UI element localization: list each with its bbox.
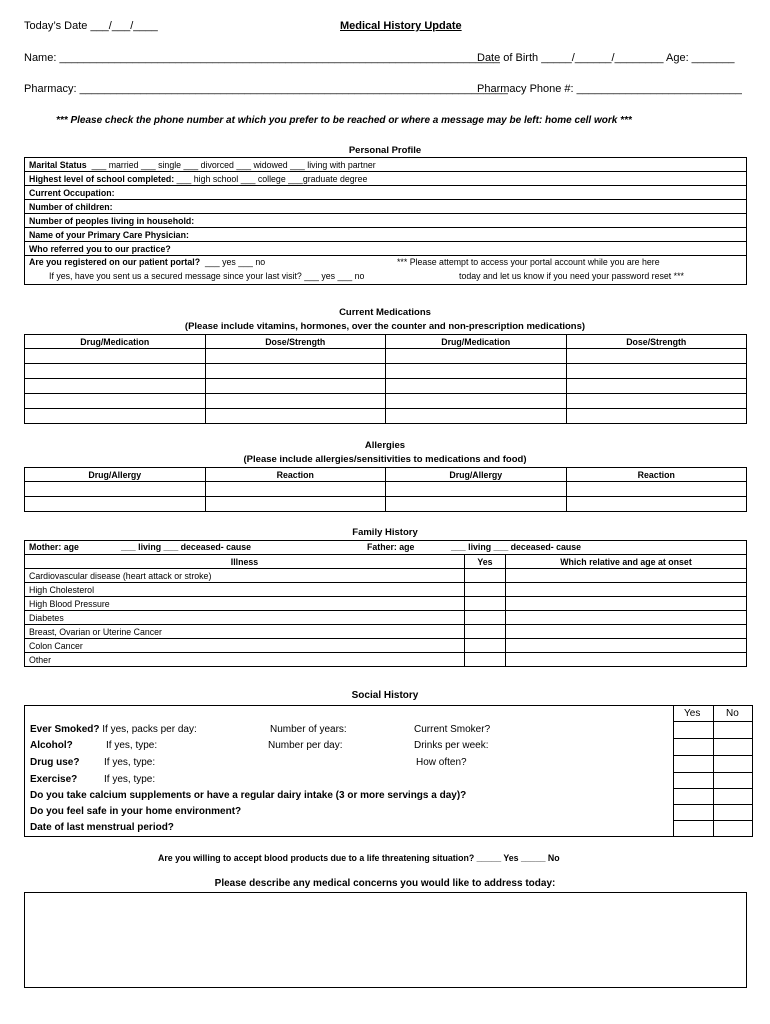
medications-table bbox=[24, 334, 747, 424]
table-row bbox=[25, 625, 747, 639]
allergies-table bbox=[24, 467, 747, 512]
social-history-title: Social History bbox=[351, 690, 419, 701]
table-row bbox=[25, 569, 747, 583]
personal-profile-title: Personal Profile bbox=[348, 145, 422, 156]
table-row bbox=[25, 583, 747, 597]
table-cell[interactable] bbox=[25, 497, 206, 512]
table-cell[interactable] bbox=[566, 409, 747, 424]
yes-cell[interactable] bbox=[465, 653, 506, 667]
illness-name: Cardiovascular disease (heart attack or stroke) bbox=[25, 569, 465, 583]
alcohol-label: Alcohol? bbox=[30, 740, 73, 751]
blood-products-question[interactable]: Are you willing to accept blood products due to a life threatening situation? _____ Yes _____ No bbox=[158, 853, 560, 863]
yes-cell[interactable] bbox=[465, 639, 506, 653]
years-field[interactable]: Number of years: bbox=[270, 724, 347, 735]
table-row bbox=[25, 611, 747, 625]
profile-row-household[interactable] bbox=[25, 214, 747, 228]
med-header-drug-1: Drug/Medication bbox=[25, 335, 206, 349]
calcium-question: Do you take calcium supplements or have a regular dairy intake (3 or more servings a day)? bbox=[30, 790, 467, 801]
table-cell[interactable] bbox=[25, 482, 206, 497]
physician-label: Name of your Primary Care Physician: bbox=[29, 229, 189, 240]
social-no-header: No bbox=[726, 708, 739, 719]
portal-note-2: today and let us know if you need your password reset *** bbox=[459, 271, 684, 281]
table-cell[interactable] bbox=[205, 394, 385, 409]
relative-cell[interactable] bbox=[506, 653, 747, 667]
relative-header: Which relative and age at onset bbox=[506, 555, 747, 569]
exercise-type-field[interactable]: If yes, type: bbox=[104, 774, 156, 785]
family-history-title: Family History bbox=[352, 527, 418, 538]
table-cell[interactable] bbox=[205, 482, 385, 497]
profile-row-children[interactable] bbox=[25, 200, 747, 214]
school-options[interactable]: ___ high school ___ college ___graduate degree bbox=[176, 173, 368, 184]
med-header-dose-2: Dose/Strength bbox=[566, 335, 747, 349]
relative-cell[interactable] bbox=[506, 597, 747, 611]
table-cell[interactable] bbox=[25, 379, 206, 394]
marital-options[interactable]: ___ married ___ single ___ divorced ___ widowed ___ living with partner bbox=[91, 159, 376, 170]
table-row bbox=[25, 653, 747, 667]
allergy-header-drug-2: Drug/Allergy bbox=[385, 468, 566, 482]
med-header-dose-1: Dose/Strength bbox=[205, 335, 385, 349]
table-cell[interactable] bbox=[385, 394, 566, 409]
portal-question: Are you registered on our patient portal? bbox=[29, 257, 201, 267]
table-cell[interactable] bbox=[25, 364, 206, 379]
table-row bbox=[25, 394, 747, 409]
illness-header: Illness bbox=[25, 555, 465, 569]
table-cell[interactable] bbox=[385, 349, 566, 364]
relative-cell[interactable] bbox=[506, 569, 747, 583]
table-row bbox=[25, 409, 747, 424]
table-cell[interactable] bbox=[385, 409, 566, 424]
smoked-label: Ever Smoked? bbox=[30, 724, 100, 735]
table-cell[interactable] bbox=[566, 394, 747, 409]
table-cell[interactable] bbox=[566, 379, 747, 394]
illness-name: Breast, Ovarian or Uterine Cancer bbox=[25, 625, 465, 639]
profile-row-physician[interactable] bbox=[25, 228, 747, 242]
pharmacy-phone-field[interactable]: Pharmacy Phone #: ___________________________ bbox=[477, 83, 742, 95]
family-history-table bbox=[24, 540, 747, 667]
table-row bbox=[25, 497, 747, 512]
marital-label: Marital Status bbox=[29, 159, 87, 170]
personal-profile-table bbox=[24, 157, 747, 285]
table-cell[interactable] bbox=[385, 379, 566, 394]
exercise-label: Exercise? bbox=[30, 774, 78, 785]
relative-cell[interactable] bbox=[506, 639, 747, 653]
father-status-options[interactable]: ___ living ___ deceased- cause bbox=[451, 542, 582, 552]
dob-age-field[interactable]: Date of Birth _____/______/________ Age: _______ bbox=[477, 52, 735, 64]
medications-subtitle: (Please include vitamins, hormones, over the counter and non-prescription medications) bbox=[184, 321, 586, 332]
phone-preference-note: *** Please check the phone number at which you prefer to be reached or where a message may be left: home cell work *** bbox=[56, 115, 632, 126]
children-label: Number of children: bbox=[29, 201, 113, 212]
profile-row-referral[interactable] bbox=[25, 242, 747, 256]
portal-question-2[interactable]: If yes, have you sent us a secured message since your last visit? ___ yes ___ no bbox=[49, 271, 365, 281]
table-cell[interactable] bbox=[566, 497, 747, 512]
household-label: Number of peoples living in household: bbox=[29, 215, 195, 226]
yes-header: Yes bbox=[465, 555, 506, 569]
illness-name: Other bbox=[25, 653, 465, 667]
table-cell[interactable] bbox=[205, 497, 385, 512]
packs-per-day-field[interactable]: If yes, packs per day: bbox=[102, 724, 197, 735]
allergy-header-drug-1: Drug/Allergy bbox=[25, 468, 206, 482]
profile-row-occupation[interactable] bbox=[25, 186, 747, 200]
relative-cell[interactable] bbox=[506, 583, 747, 597]
profile-row-marital bbox=[25, 158, 747, 172]
table-cell[interactable] bbox=[25, 409, 206, 424]
illness-name: Colon Cancer bbox=[25, 639, 465, 653]
drug-use-label: Drug use? bbox=[30, 757, 80, 768]
yes-cell[interactable] bbox=[465, 583, 506, 597]
todays-date-field[interactable]: Today’s Date ___/___/____ bbox=[24, 20, 158, 32]
table-row bbox=[25, 597, 747, 611]
table-cell[interactable] bbox=[566, 364, 747, 379]
table-cell[interactable] bbox=[566, 349, 747, 364]
table-row bbox=[25, 379, 747, 394]
mother-status-options[interactable]: ___ living ___ deceased- cause bbox=[121, 542, 252, 552]
occupation-label: Current Occupation: bbox=[29, 187, 115, 198]
how-often-field[interactable]: How often? bbox=[416, 757, 467, 768]
yes-cell[interactable] bbox=[465, 611, 506, 625]
illness-name: Diabetes bbox=[25, 611, 465, 625]
current-smoker-field[interactable]: Current Smoker? bbox=[414, 724, 491, 735]
name-field[interactable]: Name: ________________________________________________________________________ bbox=[24, 52, 500, 64]
parents-row bbox=[25, 541, 747, 555]
illness-name: High Blood Pressure bbox=[25, 597, 465, 611]
allergy-header-reaction-2: Reaction bbox=[566, 468, 747, 482]
referral-label: Who referred you to our practice? bbox=[29, 243, 171, 254]
concerns-textbox[interactable] bbox=[24, 892, 747, 988]
home-safety-question: Do you feel safe in your home environment? bbox=[30, 806, 242, 817]
table-cell[interactable] bbox=[205, 349, 385, 364]
drinks-per-week-field[interactable]: Drinks per week: bbox=[414, 740, 489, 751]
profile-row-school bbox=[25, 172, 747, 186]
table-row bbox=[25, 364, 747, 379]
father-age-label[interactable]: Father: age bbox=[367, 542, 415, 552]
portal-note-1: *** Please attempt to access your portal account while you are here bbox=[397, 257, 660, 267]
relative-cell[interactable] bbox=[506, 611, 747, 625]
menstrual-question[interactable]: Date of last menstrual period? bbox=[30, 822, 174, 833]
table-cell[interactable] bbox=[385, 482, 566, 497]
table-cell[interactable] bbox=[25, 349, 206, 364]
allergies-title: Allergies bbox=[364, 440, 406, 451]
allergy-header-reaction-1: Reaction bbox=[205, 468, 385, 482]
pharmacy-field[interactable]: Pharmacy: ______________________________________________________________________ bbox=[24, 83, 508, 95]
illness-name: High Cholesterol bbox=[25, 583, 465, 597]
table-cell[interactable] bbox=[25, 394, 206, 409]
mother-age-label[interactable]: Mother: age bbox=[29, 542, 79, 552]
social-yes-header: Yes bbox=[684, 708, 701, 719]
school-label: Highest level of school completed: bbox=[29, 173, 175, 184]
medications-title: Current Medications bbox=[339, 307, 431, 318]
relative-cell[interactable] bbox=[506, 625, 747, 639]
alcohol-type-field[interactable]: If yes, type: bbox=[106, 740, 158, 751]
allergies-subtitle: (Please include allergies/sensitivities to medications and food) bbox=[243, 454, 527, 465]
page-title: Medical History Update bbox=[340, 20, 462, 32]
profile-row-portal bbox=[25, 256, 747, 285]
table-cell[interactable] bbox=[205, 364, 385, 379]
table-cell[interactable] bbox=[566, 482, 747, 497]
portal-options[interactable]: ___ yes ___ no bbox=[204, 257, 266, 267]
table-row bbox=[25, 482, 747, 497]
table-row bbox=[25, 349, 747, 364]
drug-type-field[interactable]: If yes, type: bbox=[104, 757, 156, 768]
yes-cell[interactable] bbox=[465, 597, 506, 611]
number-per-day-field[interactable]: Number per day: bbox=[268, 740, 343, 751]
table-cell[interactable] bbox=[205, 409, 385, 424]
table-cell[interactable] bbox=[205, 379, 385, 394]
yes-cell[interactable] bbox=[465, 569, 506, 583]
med-header-drug-2: Drug/Medication bbox=[385, 335, 566, 349]
table-cell[interactable] bbox=[385, 364, 566, 379]
concerns-title: Please describe any medical concerns you would like to address today: bbox=[214, 878, 556, 889]
table-row bbox=[25, 639, 747, 653]
table-cell[interactable] bbox=[385, 497, 566, 512]
yes-cell[interactable] bbox=[465, 625, 506, 639]
